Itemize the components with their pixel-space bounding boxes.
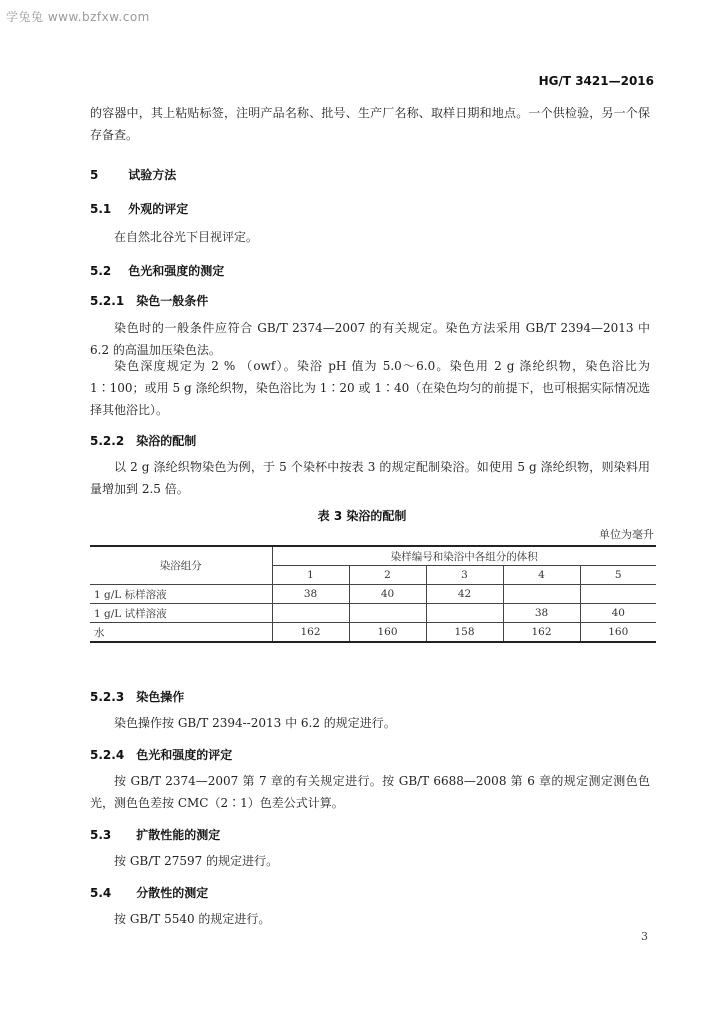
dye-bath-table (90, 545, 656, 643)
column-header: 5 (580, 566, 656, 585)
section-5-2-4-text: 按 GB/T 2374—2007 第 7 章的有关规定进行。按 GB/T 6688—2008 第 6 章的规定测定测色色光，测色色差按 CMC（2∶1）色差公式计算。 (90, 774, 650, 810)
section-5-2-1-paragraph-2: 染色深度规定为 2 % （owf）。染浴 pH 值为 5.0～6.0。染色用 2 g 涤纶织物，染色浴比为 1∶100；或用 5 g 涤纶织物，染色浴比为 1∶20 或 1∶40（在染色均匀的前提下，也可根据实际情况选择其他浴比）。 (90, 359, 650, 417)
section-5-2-4-heading (90, 746, 232, 763)
table-row (90, 585, 656, 604)
table-cell (503, 585, 580, 604)
section-5-2-3-text: 染色操作按 GB/T 2394--2013 中 6.2 的规定进行。 (114, 716, 396, 730)
section-number: 5.2 (90, 264, 112, 278)
section-number: 5 (90, 168, 99, 182)
table-cell (580, 585, 656, 604)
section-5-1-heading (90, 200, 188, 217)
table-cell: 158 (426, 623, 503, 643)
table-cell (349, 604, 426, 623)
section-5-2-heading (90, 262, 224, 279)
section-title: 外观的评定 (128, 202, 189, 216)
section-title: 扩散性能的测定 (136, 828, 221, 842)
watermark: 学兔兔 www.bzfxw.com (6, 10, 150, 24)
section-number: 5.1 (90, 202, 112, 216)
table-header-row (90, 546, 656, 566)
section-title: 染色操作 (136, 690, 185, 704)
section-number: 5.3 (90, 828, 112, 842)
section-title: 分散性的测定 (136, 886, 209, 900)
column-header: 3 (426, 566, 503, 585)
table-cell: 162 (503, 623, 580, 643)
row-label: 1 g/L 标样溶液 (90, 585, 272, 604)
table-title: 表 3 染浴的配制 (317, 509, 407, 523)
table-cell: 38 (503, 604, 580, 623)
table-cell: 160 (580, 623, 656, 643)
section-5-2-1-paragraph-1: 染色时的一般条件应符合 GB/T 2374—2007 的有关规定。染色方法采用 GB/T 2394—2013 中 6.2 的高温加压染色法。 (90, 321, 650, 357)
section-number: 5.2.3 (90, 690, 125, 704)
table-cell: 40 (580, 604, 656, 623)
section-number: 5.2.4 (90, 748, 125, 762)
section-title: 色光和强度的测定 (128, 264, 225, 278)
section-5-4-text: 按 GB/T 5540 的规定进行。 (114, 912, 271, 926)
section-5-2-2-text: 以 2 g 涤纶织物染色为例，于 5 个染杯中按表 3 的规定配制染浴。如使用 5 g 涤纶织物，则染料用量增加到 2.5 倍。 (90, 460, 650, 496)
table-cell (426, 604, 503, 623)
row-label: 1 g/L 试样溶液 (90, 604, 272, 623)
table-row (90, 604, 656, 623)
section-5-2-3-heading (90, 688, 184, 705)
table-unit: 单位为毫升 (599, 528, 654, 541)
standard-number: HG/T 3421—2016 (538, 74, 654, 88)
column-header: 1 (272, 566, 349, 585)
section-5-3-text: 按 GB/T 27597 的规定进行。 (114, 854, 279, 868)
table-cell: 160 (349, 623, 426, 643)
table-cell (272, 604, 349, 623)
row-header-cell: 染浴组分 (90, 546, 272, 585)
section-5-2-1-heading (90, 292, 208, 309)
section-5-4-heading (90, 884, 208, 901)
table-row (90, 623, 656, 643)
page-number: 3 (641, 930, 648, 943)
section-number: 5.2.1 (90, 294, 125, 308)
row-label: 水 (90, 623, 272, 643)
table-cell: 42 (426, 585, 503, 604)
intro-paragraph: 的容器中，其上粘贴标签，注明产品名称、批号、生产厂名称、取样日期和地点。一个供检验，另一个保存备查。 (90, 106, 650, 142)
column-header: 4 (503, 566, 580, 585)
section-5-heading (90, 166, 176, 183)
section-title: 染色一般条件 (136, 294, 209, 308)
table-cell: 38 (272, 585, 349, 604)
table-cell: 40 (349, 585, 426, 604)
section-title: 色光和强度的评定 (136, 748, 233, 762)
column-header: 2 (349, 566, 426, 585)
group-header-cell: 染样编号和染浴中各组分的体积 (272, 546, 656, 566)
section-title: 染浴的配制 (136, 434, 197, 448)
section-5-3-heading (90, 826, 220, 843)
section-5-2-2-heading (90, 432, 196, 449)
table-cell: 162 (272, 623, 349, 643)
section-title: 试验方法 (128, 168, 177, 182)
section-5-1-text: 在自然北谷光下目视评定。 (114, 230, 259, 244)
section-number: 5.4 (90, 886, 112, 900)
section-number: 5.2.2 (90, 434, 125, 448)
